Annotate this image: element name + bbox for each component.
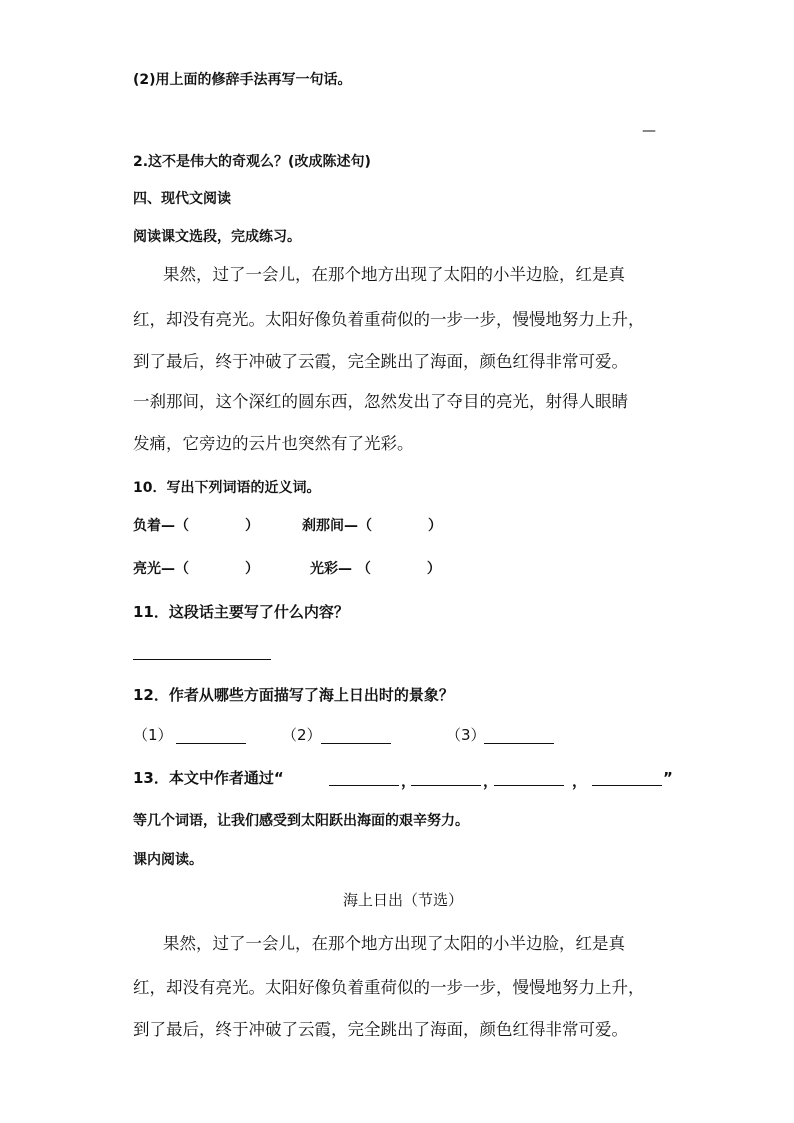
answer-option-label: （2） (282, 726, 322, 744)
passage-line: 发痛，它旁边的云片也突然有了光彩。 (133, 434, 414, 453)
answer-line (176, 743, 246, 744)
passage-line: 果然，过了一会儿，在那个地方出现了太阳的小半边脸，红是真 (163, 265, 625, 284)
answer-option-label: （1） (133, 726, 173, 744)
separator: ， (483, 772, 499, 790)
question-10: 10．写出下列词语的近义词。 (133, 480, 321, 496)
answer-line-mark: — (642, 123, 656, 139)
passage-line: 红，却没有亮光。太阳好像负着重荷似的一步一步，慢慢地努力上升， (133, 310, 645, 329)
answer-line (321, 743, 391, 744)
separator: ， (572, 772, 588, 790)
synonym-blank: 刹那间—（ ） (302, 518, 442, 534)
passage-line: 红，却没有亮光。太阳好像负着重荷似的一步一步，慢慢地努力上升， (133, 978, 645, 997)
synonym-blank: 亮光—（ ） (133, 561, 259, 577)
separator: ， (401, 772, 417, 790)
passage-line: 到了最后，终于冲破了云霞，完全跳出了海面，颜色红得非常可爱。 (133, 1020, 628, 1039)
question-13-start: 13．本文中作者通过“ (133, 769, 284, 787)
section-heading: 四、现代文阅读 (133, 191, 231, 207)
answer-line (329, 785, 399, 786)
question-11: 11．这段话主要写了什么内容？ (133, 603, 349, 621)
synonym-blank: 负着—（ ） (133, 518, 259, 534)
close-quote: ” (663, 769, 673, 787)
question-12: 12．作者从哪些方面描写了海上日出时的景象？ (133, 686, 454, 704)
answer-line (592, 785, 662, 786)
answer-line (494, 785, 564, 786)
question-2: 2.这不是伟大的奇观么？(改成陈述句) (133, 154, 371, 170)
reading-instruction: 课内阅读。 (133, 852, 203, 868)
reading-instruction: 阅读课文选段，完成练习。 (133, 229, 301, 245)
question-13-end: 等几个词语，让我们感受到太阳跃出海面的艰辛努力。 (133, 813, 469, 829)
question-1-2: (2)用上面的修辞手法再写一句话。 (133, 72, 352, 88)
passage-line: 一刹那间，这个深红的圆东西，忽然发出了夺目的亮光，射得人眼睛 (133, 392, 628, 411)
answer-line (411, 785, 481, 786)
passage-title: 海上日出（节选） (343, 891, 464, 909)
synonym-blank: 光彩— （ ） (310, 561, 441, 577)
answer-line (484, 743, 554, 744)
passage-line: 果然，过了一会儿，在那个地方出现了太阳的小半边脸，红是真 (163, 934, 625, 953)
answer-line (133, 659, 271, 660)
passage-line: 到了最后，终于冲破了云霞，完全跳出了海面，颜色红得非常可爱。 (133, 352, 628, 371)
answer-option-label: （3） (446, 726, 486, 744)
